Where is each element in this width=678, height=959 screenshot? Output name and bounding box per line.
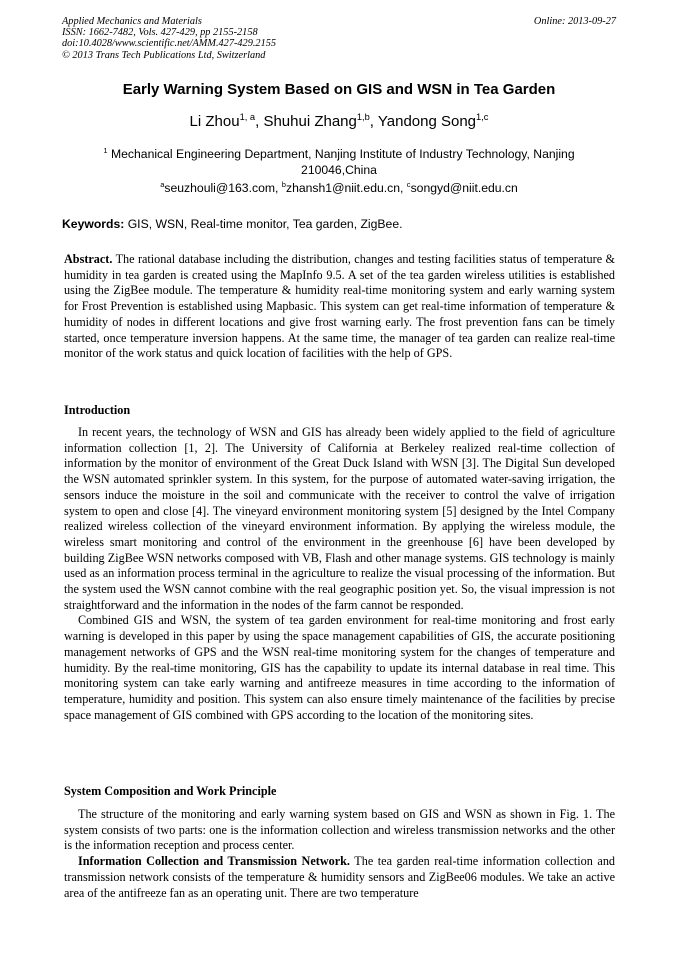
author-name: Shuhui Zhang	[263, 113, 357, 130]
journal-name: Applied Mechanics and Materials	[62, 16, 202, 27]
paragraph: In recent years, the technology of WSN and GIS has already been widely applied to the field of agriculture information collection [1, 2]. The University of California at Berkeley realized real-time collection of information by the monitor of environment of the Great Duck Island with WSN [3]. The Digital Sun developed the WSN automated sprinkler system. In this system, for the purpose of automated water-saving irrigation, the sensors induce the moisture in the soil and communicate with the receiver to control the valve of irrigation system to open and close [4]. The vineyard environment monitoring system [5] designed by the Intel Company realized wireless collection of the vineyard environment information. By applying the wireless module, the wireless smart monitoring and control of the environment in the greenhouse [6] have been developed by building ZigBee WSN networks composed with VB, Flash and other manage systems. GIS technology is mainly used as an information process terminal in the agriculture to realize the visual processing of the information. But the system used the WSN cannot combine with the real geographic position yet. So, the visual impression is not straightforward and the information in the nodes of the farm cannot be responded.	[64, 425, 615, 612]
issn-line: ISSN: 1662-7482, Vols. 427-429, pp 2155-2158	[62, 27, 258, 39]
subsection-label: Information Collection and Transmission Network.	[78, 854, 350, 869]
email-address[interactable]: zhansh1@niit.edu.cn	[286, 181, 401, 195]
section-heading-system: System Composition and Work Principle	[64, 784, 277, 798]
author-name: Li Zhou	[189, 113, 240, 130]
affiliation-text: Mechanical Engineering Department, Nanjing Institute of Industry Technology, Nanjing 210046,China	[110, 147, 575, 177]
author-affil-mark: 1, a	[239, 112, 256, 122]
author-affil-mark: 1,c	[476, 112, 489, 122]
abstract-label: Abstract.	[64, 252, 113, 266]
journal-header	[62, 16, 276, 61]
affiliation	[80, 146, 598, 178]
paper-title: Early Warning System Based on GIS and WSN in Tea Garden	[122, 81, 556, 98]
paragraph: The structure of the monitoring and early warning system based on GIS and WSN as shown in Fig. 1. The system consists of two parts: one is the information collection and wireless transmission networks and the other is the information reception and process center.	[64, 807, 615, 853]
email-list: $^a$seuzhouli@163.com, $^b$zhansh1@niit.edu.cn, $^c$songyd@niit.edu.cn	[160, 179, 518, 195]
paragraph: Combined GIS and WSN, the system of tea garden environment for real-time monitoring and frost early warning is developed in this paper by using the space management capabilities of GIS, the accurate positioning management networks of GPS and the WSN real-time monitoring system for the changes of temperature and humidity. By the real-time monitoring, GIS has the capability to update its internal database in real time. This monitoring system can take early warning and antifreeze measures in time according to the information of temperature, humidity and position. This system can also ensure timely maintenance of the facilities by precise space management of GIS combined with GPS according to the location of the monitoring sites.	[64, 613, 615, 722]
introduction-body	[64, 425, 615, 723]
email-address[interactable]: seuzhouli@163.com	[164, 181, 276, 195]
section-heading-introduction: Introduction	[64, 403, 131, 417]
keywords	[62, 217, 622, 231]
email-address[interactable]: songyd@niit.edu.cn	[410, 181, 518, 195]
keywords-text: GIS, WSN, Real-time monitor, Tea garden, ZigBee.	[127, 217, 403, 231]
copyright-line: © 2013 Trans Tech Publications Ltd, Switzerland	[62, 49, 266, 61]
online-date: Online: 2013-09-27	[533, 16, 616, 27]
email-mark: c	[406, 179, 411, 189]
paragraph: The tea garden real-time information collection and transmission network consists of the temperature & humidity sensors and ZigBee06 modules. We take an active area of the antifreeze fan as an operating unit. There are two temperature	[64, 854, 616, 900]
abstract-text: The rational database including the distribution, changes and testing facilities status of temperature & humidity in tea garden is created using the MapInfo 9.5. A set of the tea garden wireless utilities is established using the ZigBee module. The temperature & humidity real-time monitoring system and early warning system for Frost Prevention is established using Mapbasic. This system can get real-time information of temperature & humidity of nodes in different locations and give frost warning early. The frost prevention fans can be timely started, once temperature inversion happens. At the same time, the manager of tea garden can realize real-time monitor of the work status and quick location of facilities with the help of GPS.	[64, 252, 615, 361]
author-affil-mark: 1,b	[356, 112, 370, 122]
author-name: Yandong Song	[377, 113, 477, 130]
affiliation-mark: 1	[103, 145, 108, 155]
doi-line[interactable]: doi:10.4028/www.scientific.net/AMM.427-429.2155	[62, 38, 277, 50]
email-mark: a	[160, 179, 165, 189]
author-list: Li Zhou$^{1, a}$, Shuhui Zhang$^{1,b}$, Yandong Song$^{1,c}$	[189, 112, 489, 130]
system-body	[64, 807, 615, 901]
keywords-label: Keywords:	[62, 217, 125, 231]
abstract	[64, 252, 615, 362]
email-mark: b	[281, 179, 286, 189]
